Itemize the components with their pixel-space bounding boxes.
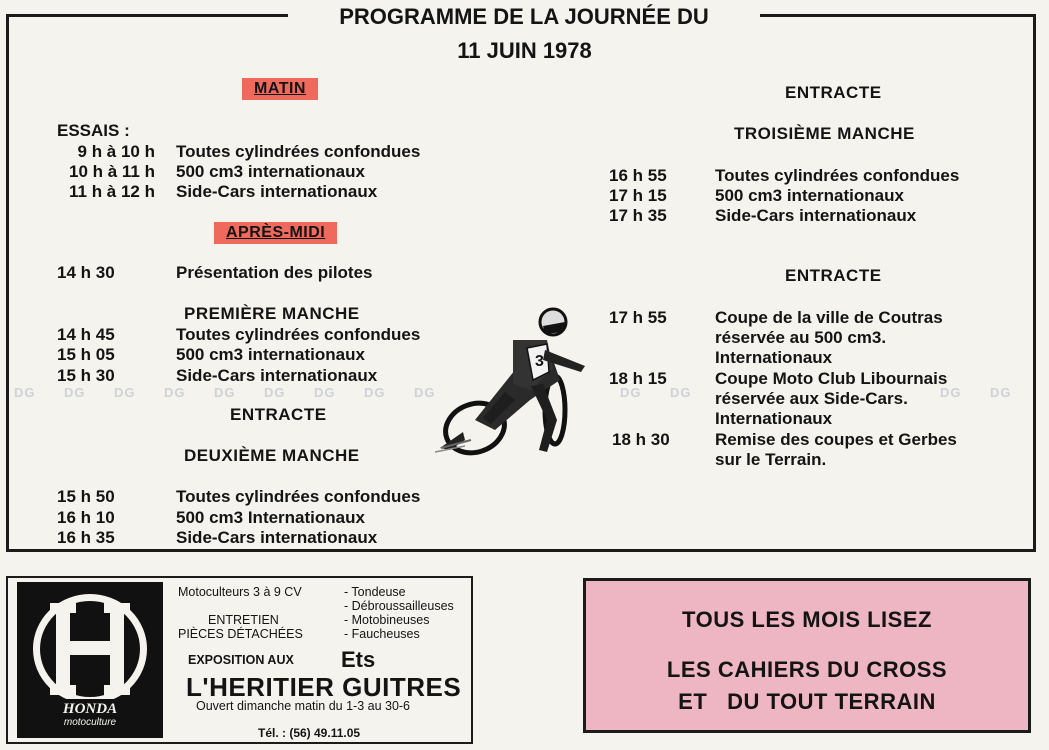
essais-label: ESSAIS :	[57, 121, 130, 140]
svg-text:3: 3	[535, 353, 544, 370]
manche-heading: TROISIÈME MANCHE	[734, 124, 915, 143]
cup-line: Internationaux	[715, 409, 833, 428]
entracte-heading: ENTRACTE	[230, 405, 327, 424]
watermark-text: DG	[114, 385, 136, 400]
schedule-desc: Toutes cylindrées confondues	[176, 487, 421, 506]
watermark-text: DG	[14, 385, 36, 400]
watermark-text: DG	[414, 385, 436, 400]
ad-ets: Ets	[341, 647, 376, 672]
schedule-time: 18 h 30	[612, 430, 670, 449]
promo-line: TOUS LES MOIS LISEZ	[682, 607, 932, 632]
watermark-text: DG	[264, 385, 286, 400]
honda-brand-text: HONDA	[62, 701, 118, 717]
schedule-time: 15 h 50	[57, 487, 115, 506]
watermark-text: DG	[990, 385, 1012, 400]
honda-advertisement	[6, 576, 473, 744]
watermark-text: DG	[620, 385, 642, 400]
page-date: 11 JUIN 1978	[457, 38, 592, 63]
schedule-time: 9 h à 10 h	[77, 142, 155, 161]
watermark-text: DG	[364, 385, 386, 400]
honda-logo	[17, 582, 163, 738]
manche-heading: PREMIÈRE MANCHE	[184, 304, 360, 323]
schedule-desc: 500 cm3 internationaux	[715, 186, 904, 205]
entracte-heading: ENTRACTE	[785, 83, 882, 102]
promo-box	[583, 578, 1031, 733]
ad-motoculteurs: Motoculteurs 3 à 9 CV	[178, 585, 302, 599]
manche-heading: DEUXIÈME MANCHE	[184, 446, 360, 465]
schedule-time: 18 h 15	[609, 369, 667, 388]
ad-entretien: ENTRETIEN	[208, 613, 279, 627]
cup-line: réservée aux Side-Cars.	[715, 389, 908, 408]
cup-line: réservée au 500 cm3.	[715, 328, 887, 347]
afternoon-badge: APRÈS-MIDI	[214, 222, 337, 244]
watermark-text: DG	[214, 385, 236, 400]
schedule-time: 17 h 55	[609, 308, 667, 327]
schedule-desc: Toutes cylindrées confondues	[176, 142, 421, 161]
morning-badge: MATIN	[242, 78, 318, 100]
cup-line: Coupe de la ville de Coutras	[715, 308, 943, 327]
schedule-desc: Toutes cylindrées confondues	[715, 166, 960, 185]
schedule-time: 17 h 15	[609, 186, 667, 205]
schedule-time: 15 h 05	[57, 345, 115, 364]
schedule-time: 15 h 30	[57, 366, 115, 385]
schedule-desc: 500 cm3 internationaux	[176, 345, 365, 364]
watermark-text: DG	[64, 385, 86, 400]
schedule-time: 14 h 30	[57, 263, 115, 282]
cup-description	[715, 308, 1018, 368]
schedule-time: 17 h 35	[609, 206, 667, 225]
ad-exposition: EXPOSITION AUX	[188, 653, 294, 667]
cup-description	[715, 430, 1018, 470]
watermark-text: DG	[314, 385, 336, 400]
schedule-desc: Side-Cars internationaux	[176, 366, 378, 385]
ad-product: - Motobineuses	[344, 613, 430, 627]
schedule-desc: Présentation des pilotes	[176, 263, 373, 282]
schedule-time: 14 h 45	[57, 325, 115, 344]
speedway-rider-illustration	[435, 300, 595, 460]
schedule-desc: Side-Cars internationaux	[176, 182, 378, 201]
ad-company-name: L'HERITIER GUITRES	[186, 672, 462, 702]
cup-line: sur le Terrain.	[715, 450, 827, 469]
cup-line: Coupe Moto Club Libournais	[715, 369, 948, 388]
watermark-text: DG	[670, 385, 692, 400]
entracte-heading: ENTRACTE	[785, 266, 882, 285]
watermark-text: DG	[164, 385, 186, 400]
cup-line: Remise des coupes et Gerbes	[715, 430, 957, 449]
schedule-desc: Toutes cylindrées confondues	[176, 325, 421, 344]
schedule-time: 16 h 10	[57, 508, 115, 527]
promo-line: LES CAHIERS DU CROSS	[666, 657, 948, 682]
page-title: PROGRAMME DE LA JOURNÉE DU	[288, 4, 760, 30]
ad-product: - Faucheuses	[344, 627, 420, 641]
schedule-desc: Side-Cars internationaux	[176, 528, 378, 547]
watermark-text: DG	[940, 385, 962, 400]
schedule-time: 11 h à 12 h	[69, 182, 155, 201]
schedule-time: 16 h 35	[57, 528, 115, 547]
schedule-time: 10 h à 11 h	[69, 162, 155, 181]
cup-description	[715, 369, 1018, 429]
schedule-desc: Side-Cars internationaux	[715, 206, 917, 225]
ad-pieces: PIÈCES DÉTACHÉES	[178, 627, 303, 641]
promo-line: ET DU TOUT TERRAIN	[678, 689, 936, 714]
ad-product: - Tondeuse	[344, 585, 406, 599]
honda-h-emblem	[20, 585, 160, 735]
schedule-desc: 500 cm3 internationaux	[176, 162, 365, 181]
honda-sub-text: motoculture	[63, 717, 117, 728]
cup-line: Internationaux	[715, 348, 833, 367]
schedule-desc: 500 cm3 Internationaux	[176, 508, 365, 527]
ad-phone: Tél. : (56) 49.11.05	[258, 726, 361, 740]
ad-hours: Ouvert dimanche matin du 1-3 au 30-6	[196, 699, 411, 713]
ad-product: - Débroussailleuses	[344, 599, 454, 613]
schedule-time: 16 h 55	[609, 166, 667, 185]
